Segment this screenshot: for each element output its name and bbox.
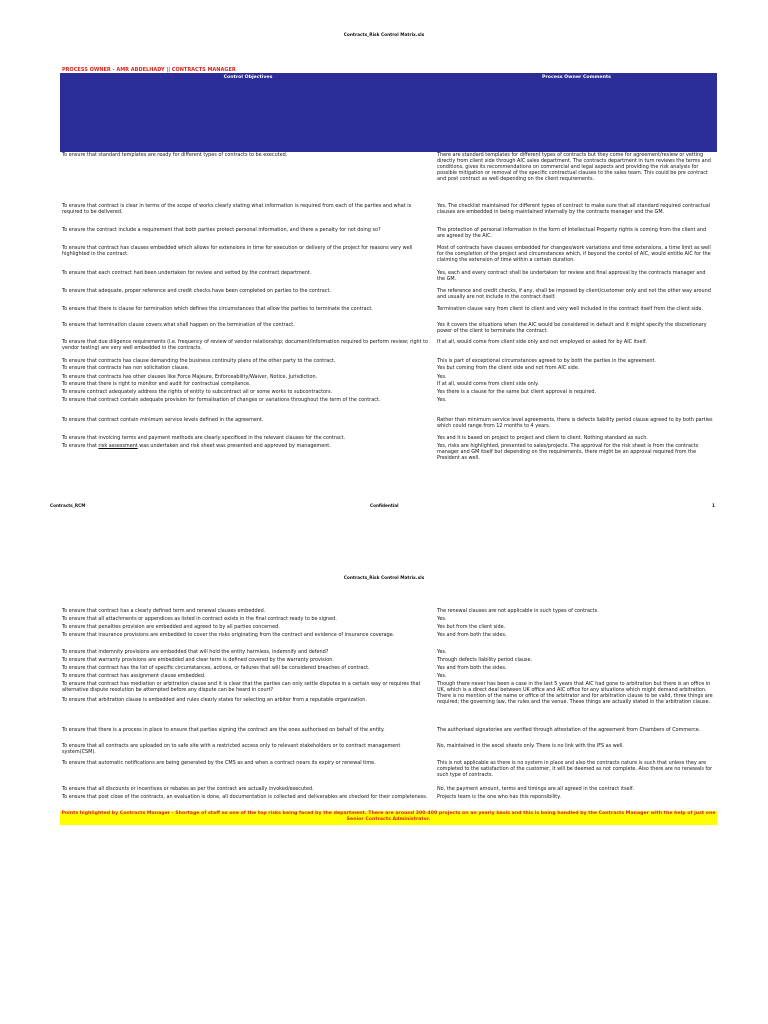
header-process-owner-comments: Process Owner Comments xyxy=(542,75,611,80)
process-owner-comment: Termination clause vary from client to client and very well included in the contract itself from the client side. xyxy=(437,306,703,312)
control-objective: To ensure that contract has the list of specific circumstances, actions, or failures that will be considered breaches of contract. xyxy=(62,665,370,671)
process-owner-comment: Most of contracts have clauses embedded for changes/work variations and time extensions, a time limit as well for the completion of the project and circumstances which, if beyond the contol of AIC, would entitle AIC for the claiming the extension of time within a certain duration. xyxy=(437,245,711,264)
document-title-page2: Contracts_Risk Control Matrix.xls xyxy=(343,576,425,581)
control-objective: To ensure that contract is clear in terms of the scope of works clearly stating what information is required from each of the parties and what is required to be delivered. xyxy=(62,203,412,216)
control-objective: To ensure that contract has clauses embedded which allows for extensions in time for execution or delivery of the project for reasons very well highlighted in the contract. xyxy=(62,245,413,258)
control-objective: To ensure that automatic notifications are being generated by the CMS as and when a contract nears its expiry or renewal time. xyxy=(62,760,376,766)
process-owner-comment: The reference and credit checks, if any, shall be imposed by client/customer only and not the other way around and usually are not include in the contract itself. xyxy=(437,288,711,301)
control-objective: To ensure that adequate, proper reference and credit checks have been completed on parties to the contract. xyxy=(62,288,331,294)
process-owner-comment: Yes. xyxy=(437,673,447,679)
control-objective: To ensure that contract has a clearly defined term and renewal clauses embedded. xyxy=(62,608,266,614)
control-objective: To ensure that arbitration clause is embedded and rules clearly states for selecting an arbiter from a reputable organization. xyxy=(62,697,367,703)
control-objective: To ensure that there is right to monitor and audit for contractual compliance. xyxy=(62,381,251,387)
footer-filename: Contracts_RCM xyxy=(50,503,86,508)
process-owner-comment: Yes it covers the situations when the AIC would be considered in default and it might specify the discretionary power of the client to terminate the contract. xyxy=(437,322,707,335)
process-owner-comment: Yes but coming from the client side and not from AIC side. xyxy=(437,365,580,371)
process-owner-comment: The authorised signatories are verified through attestation of the agreement from Chambers of Commerce. xyxy=(437,727,701,733)
control-objective: To ensure that all discounts or incentives or rebates as per the contract are actually invoked/executed. xyxy=(62,786,314,792)
process-owner-comment: There are standard templates for different types of contracts but they come for agreement/review or vetting directly from client side through AIC sales department. The contracts department in turn reviews the terms and conditions, gives its recommendations on commercial and legal aspects and providing the risk analysis for possible mitigation or removal of the specific contractual clauses to the sales team. This could be pre contract and post contract as well depending on the client requirements. xyxy=(437,152,711,183)
control-objective: To ensure contract adequately address the rights of entity to subcontract all or some works to subcontractors. xyxy=(62,389,333,395)
header-control-objectives: Control Objectives xyxy=(223,75,273,80)
control-objective: To ensure that indemnity provisions are embedded that will hold the entity harmless, indemnify and defend? xyxy=(62,649,329,655)
control-objective: To ensure that insurance provisions are embedded to cover the risks originating from the contract and evidence of insurance coverage. xyxy=(62,632,395,638)
control-objective: To ensure that there is clause for termination which defines the circumstances that allow the parties to terminate the contract. xyxy=(62,306,373,312)
document-title: Contracts_Risk Control Matrix.xls xyxy=(343,33,425,38)
control-objective xyxy=(62,443,432,449)
control-objective: To ensure that termination clause covers what shall happen on the termination of the contract. xyxy=(62,322,295,328)
process-owner-comment: Yes. The checklist maintained for different types of contract to make sure that all standard required contractual clauses are embedded in being maintained internally by the contracts manager and the GM. xyxy=(437,203,711,216)
control-objective: To ensure that all attachments or appendices as listed in contract exists in the final contract ready to be signed. xyxy=(62,616,337,622)
process-owner-line: PROCESS OWNER - AMR ABDELHADY || CONTRACTS MANAGER xyxy=(62,67,236,73)
process-owner-comment: The protection of personal information in the form of Intellectual Property rights is coming from the client and are agreed by the AIC. xyxy=(437,227,707,240)
process-owner-comment: Rather than minimum service level agreements, there is defects liability period clause agreed to by both parties which could range from 12 months to 4 years. xyxy=(437,417,713,430)
control-objective: To ensure that all contracts are uploaded on to safe site with a restricted access only to relevant stakeholders or to contract management system(CSM). xyxy=(62,743,401,756)
footer-page-number: 1 xyxy=(712,503,715,508)
process-owner-comment: Yes, each and every contract shall be undertaken for review and final approval by the contracts manager and the GM. xyxy=(437,270,706,283)
control-objective: To ensure that warranty provisions are embedded and clear term is defined covered by the warranty provision. xyxy=(62,657,334,663)
process-owner-comment: Yes and from both the sides. xyxy=(437,632,507,638)
process-owner-comment: No, maintained in the excel sheets only. There is no link with the IFS as well. xyxy=(437,743,624,749)
control-objective-text: was undertaken and risk sheet was presented and approved by management. xyxy=(137,443,331,449)
process-owner-comment: Yes and it is based on project to project and client to client. Nothing standard as such. xyxy=(437,435,648,441)
footer-confidential: Confidential xyxy=(370,503,399,508)
process-owner-comment: Yes. xyxy=(437,616,447,622)
contracts-manager-highlight: Points highlighted by Contracts Manager - Shortage of staff as one of the top risks being faced by the department. There are around 300-400 projects on an yearly basis and this is being handled by the Contracts Manager with the help of just one Senior Contracts Administrator. xyxy=(60,811,717,825)
process-owner-comment: Yes but from the client side. xyxy=(437,624,506,630)
process-owner-comment: No, the payment amount, terms and timings are all agreed in the contract itself. xyxy=(437,786,634,792)
control-objective: To ensure that standard templates are ready for different types of contracts to be executed. xyxy=(62,152,288,158)
process-owner-comment: Though there never has been a case in the last 5 years that AIC had gone to arbitration but there is an office in UK, which is a direct deal between UK office and AIC office for any situations which might demand arbitration. There is no mention of the name or office of the arbitrator and for arbitration clause to be valid, three things are required; the governing law, the rules and the venue. These things are actually stated in the arbitration clause. xyxy=(437,681,713,706)
process-owner-comment: This is part of exceptional circumstances agreed to by both the parties in the agreement. xyxy=(437,358,656,364)
control-objective: To ensure that penalties provision are embedded and agreed to by all parties concerned. xyxy=(62,624,280,630)
control-objective: To ensure that contracts has clause demanding the business continuity plans of the other party to the contract. xyxy=(62,358,336,364)
process-owner-comment: Yes. xyxy=(437,374,447,380)
process-owner-comment: This is not applicable as there is no system in place and also the contracts nature is such that unless they are completed to the satisfaction of the customer, it will be deemed as not complete. Also there are no renewals for such type of contracts. xyxy=(437,760,713,779)
control-objective: To ensure that contract contain minimum service levels defined in the agreement. xyxy=(62,417,264,423)
control-objective: To ensure the contract include a requirement that both parties protect personal information, and there a penalty for not doing so? xyxy=(62,227,381,233)
process-owner-comment: Yes there is a clause for the same but client approval is required. xyxy=(437,389,597,395)
process-owner-comment: Projects team is the one who has this reponsibility. xyxy=(437,794,561,800)
process-owner-comment: Yes, risks are highlighted, presented to sales/projects. The approval for the risk sheet is from the contracts manager and GM itself but depending on the requirements, there might be an approval required from the President as well. xyxy=(437,443,699,462)
control-objective: To ensure that due diligence requirements (i.e. frequency of review of vendor relationship; document/information required to perform review; right to vendor testing) are very well embedded in the contracts. xyxy=(62,339,429,352)
control-objective: To ensure that contracts has other clauses like Force Majeure, Enforceability/Waiver, Notice, Jurisdiction. xyxy=(62,374,318,380)
process-owner-comment: If at all, would come from client side only and not employed or asked for by AIC itself. xyxy=(437,339,647,345)
control-objective: To ensure that there is a process in place to ensure that parties signing the contract are the ones authorised on behalf of the entity. xyxy=(62,727,385,733)
process-owner-comment: Through defects liability period clause. xyxy=(437,657,533,663)
control-objective: To ensure that each contract had been undertaken for review and vetted by the contract department. xyxy=(62,270,312,276)
risk-assessment-link-text: risk assessment xyxy=(98,443,138,449)
process-owner-comment: The renewal clauses are not applicable in such types of contracts. xyxy=(437,608,599,614)
control-objective: To ensure that contract has mediation or arbitration clause and it is clear that the parties can only settle disputes in a certain way or requires that alternative dispute resolution be attempted before any dispute can be heard in court? xyxy=(62,681,421,694)
control-objective: To ensure that contracts has non solicitation clause. xyxy=(62,365,190,371)
control-objective: To ensure that contract has assignment clause embedded. xyxy=(62,673,206,679)
control-objective-text: To ensure that xyxy=(62,443,99,449)
table-header-band xyxy=(60,73,717,152)
control-objective: To ensure that contract contain adequate provision for formalisation of changes or variations throughout the term of the contract. xyxy=(62,397,381,403)
process-owner-comment: If at all, would come from client side only. xyxy=(437,381,539,387)
control-objective: To ensure that invoicing terms and payment methods are clearly specificed in the relevant clauses for the contract. xyxy=(62,435,346,441)
control-objective: To ensure that post close of the contracts, an evaluation is done, all documentation is collected and deliverables are checked for their completeness. xyxy=(62,794,428,800)
process-owner-comment: Yes and from both the sides. xyxy=(437,665,507,671)
process-owner-comment: Yes. xyxy=(437,397,447,403)
process-owner-comment: Yes. xyxy=(437,649,447,655)
